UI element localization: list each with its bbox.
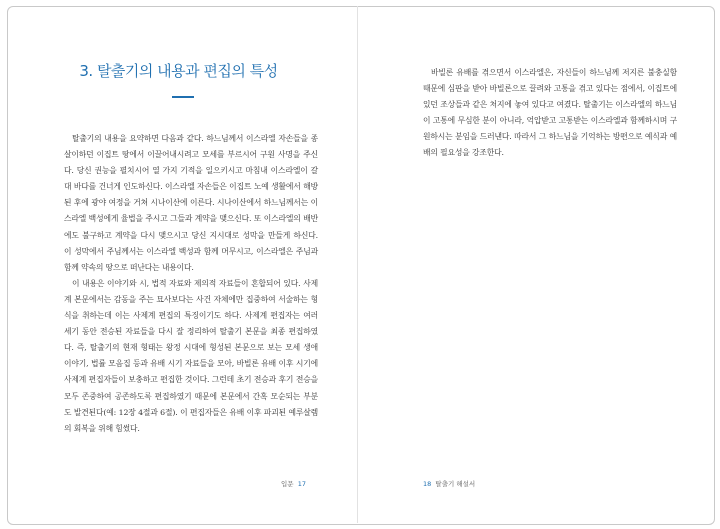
left-page-body [64, 131, 318, 437]
left-page-number: 17 [297, 480, 306, 488]
page-gutter [357, 6, 358, 523]
section-heading: 3. 탈출기의 내용과 편집의 특성 [79, 62, 278, 80]
right-page-footer [423, 479, 475, 488]
right-page-body [423, 65, 677, 162]
left-paragraph-1: 탈출기의 내용을 요약하면 다음과 같다. 하느님께서 이스라엘 자손들을 종살이하던 이집트 땅에서 이끌어내시려고 모세를 부르시어 구원 사명을 주신다. 당신 권능을 펼치시어 열 가지 기적을 일으키시고 마침내 이스라엘이 갈대 바다를 건너게 인도하신다. 이스라엘 자손들은 이집트 노예 생활에서 해방된 후에 광야 여정을 거쳐 시나이산에 이른다. 시나이산에서 하느님께서는 이스라엘 백성에게 율법을 주시고 그들과 계약을 맺으신다. 또 이스라엘의 배반에도 불구하고 계약을 다시 맺으시고 당신 지시대로 성막을 만들게 하신다. 이 성막에서 주님께서는 이스라엘 백성과 함께 머무시고, 이스라엘은 주님과 함께 약속의 땅으로 떠난다는 내용이다. [64, 134, 318, 272]
heading-underline [172, 96, 194, 98]
right-footer-label: 탈출기 해설서 [435, 480, 476, 488]
right-page-number: 18 [423, 480, 432, 488]
left-footer-label: 입문 [281, 480, 294, 488]
right-paragraph-1: 바빌론 유배를 겪으면서 이스라엘은, 자신들이 하느님께 저지른 불충실함 때문에 심판을 받아 바빌론으로 끌려와 고통을 겪고 있다는 점에서, 이집트에 있던 조상들과 같은 처지에 놓여 있다고 여겼다. 탈출기는 이스라엘의 하느님이 고통에 무심한 분이 아니라, 억압받고 고통받는 이스라엘과 함께하시며 구원하시는 분임을 드러낸다. 따라서 그 하느님을 기억하는 방편으로 예식과 예배의 필요성을 강조한다. [423, 68, 677, 158]
left-page-footer [281, 479, 306, 488]
left-paragraph-2: 이 내용은 이야기와 시, 법적 자료와 제의적 자료들이 혼합되어 있다. 사제계 본문에서는 감동을 주는 묘사보다는 사건 자체에만 집중하여 서술하는 형식을 취하는데 이는 사제계 편집의 특징이기도 하다. 사제계 편집자는 여러 세기 동안 전승된 자료들을 다시 잘 정리하여 탈출기 본문을 최종 편집하였다. 즉, 탈출기의 현재 형태는 왕정 시대에 형성된 본문으로 보는 모세 생애 이야기, 법률 모음집 등과 유배 시기 자료들을 모아, 바빌론 유배 이후 시기에 사제계 편집자들이 보충하고 편집한 것이다. 그런데 초기 전승과 후기 전승을 모두 존중하여 공존하도록 편집하였기 때문에 본문에서 간혹 모순되는 부분도 발견된다(예: 12장 4절과 6절). 이 편집자들은 유배 이후 파괴된 예루살렘의 회복을 위해 힘썼다. [64, 278, 318, 433]
